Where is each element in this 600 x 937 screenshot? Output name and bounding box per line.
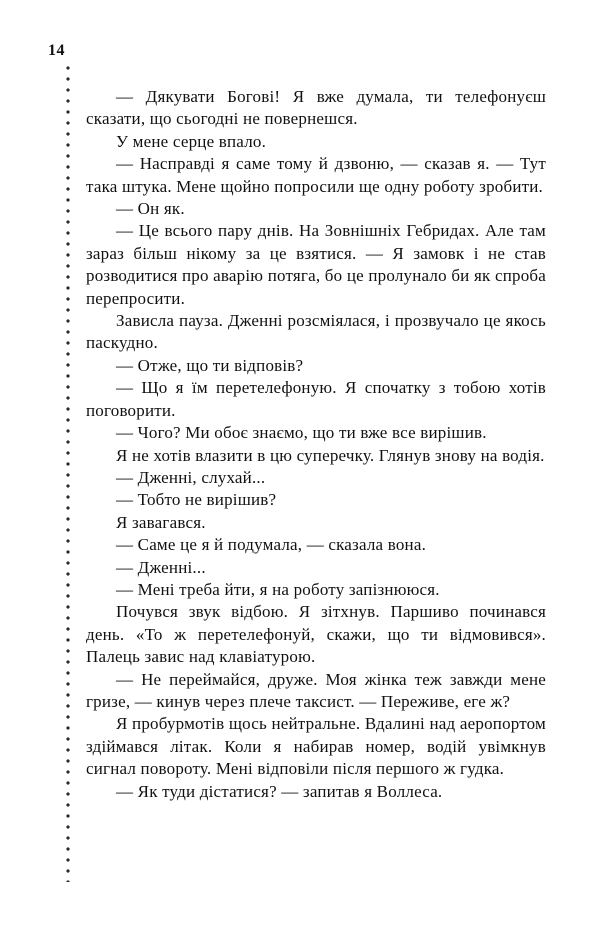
paragraph: — Насправді я саме тому й дзвоню, — сказав я. — Тут така штука. Мене щойно попросили ще одну роботу зробити. (86, 154, 546, 196)
paragraph: — Саме це я й подумала, — сказала вона. (116, 535, 427, 555)
paragraph: — Чого? Ми обоє знаємо, що ти вже все вирішив. (116, 423, 487, 443)
dotted-margin-rule (66, 66, 70, 882)
paragraph: — Тобто не вирішив? (116, 490, 277, 510)
paragraph: Я пробурмотів щось нейтральне. Вдалині над аеропортом здіймався літак. Коли я набирав номер, водій увімкнув сигнал повороту. Мені відповіли після першого ж гудка. (86, 714, 546, 779)
paragraph: — Що я їм перетелефоную. Я спочатку з тобою хотів поговорити. (86, 378, 546, 420)
text-block (86, 86, 546, 803)
paragraph: — Мені треба йти, я на роботу запізнююся. (116, 579, 440, 599)
page-number: 14 (48, 42, 65, 59)
paragraph: — Дженні, слухай... (116, 467, 266, 487)
paragraph: — Дженні... (116, 557, 206, 577)
paragraph: Зависла пауза. Дженні розсміялася, і прозвучало це якось паскудно. (86, 311, 546, 353)
paragraph: У мене серце впало. (116, 131, 267, 151)
paragraph: — Дякувати Богові! Я вже думала, ти телефонуєш сказати, що сьогодні не повернешся. (86, 87, 546, 129)
paragraph: — Не переймайся, друже. Моя жінка теж завжди мене гризе, — кинув через плече таксист. — Переживе, еге ж? (86, 669, 546, 711)
paragraph: Я завагався. (116, 512, 206, 532)
paragraph: — Як туди дістатися? — запитав я Воллеса. (116, 781, 443, 801)
paragraph: Я не хотів влазити в цю суперечку. Глянув знову на водія. (116, 445, 545, 465)
paragraph: — Це всього пару днів. На Зовнішніх Гебридах. Але там зараз більш нікому за це взятися. — Я замовк і не став розводитися про аварію потяга, бо це пролунало би як спроба перепросити. (86, 221, 546, 308)
paragraph: Почувся звук відбою. Я зітхнув. Паршиво починався день. «То ж перетелефонуй, скажи, що ти відмовився». Палець завис над клавіатурою. (86, 602, 546, 667)
paragraph: — Отже, що ти відповів? (116, 355, 304, 375)
paragraph: — Он як. (116, 199, 185, 219)
